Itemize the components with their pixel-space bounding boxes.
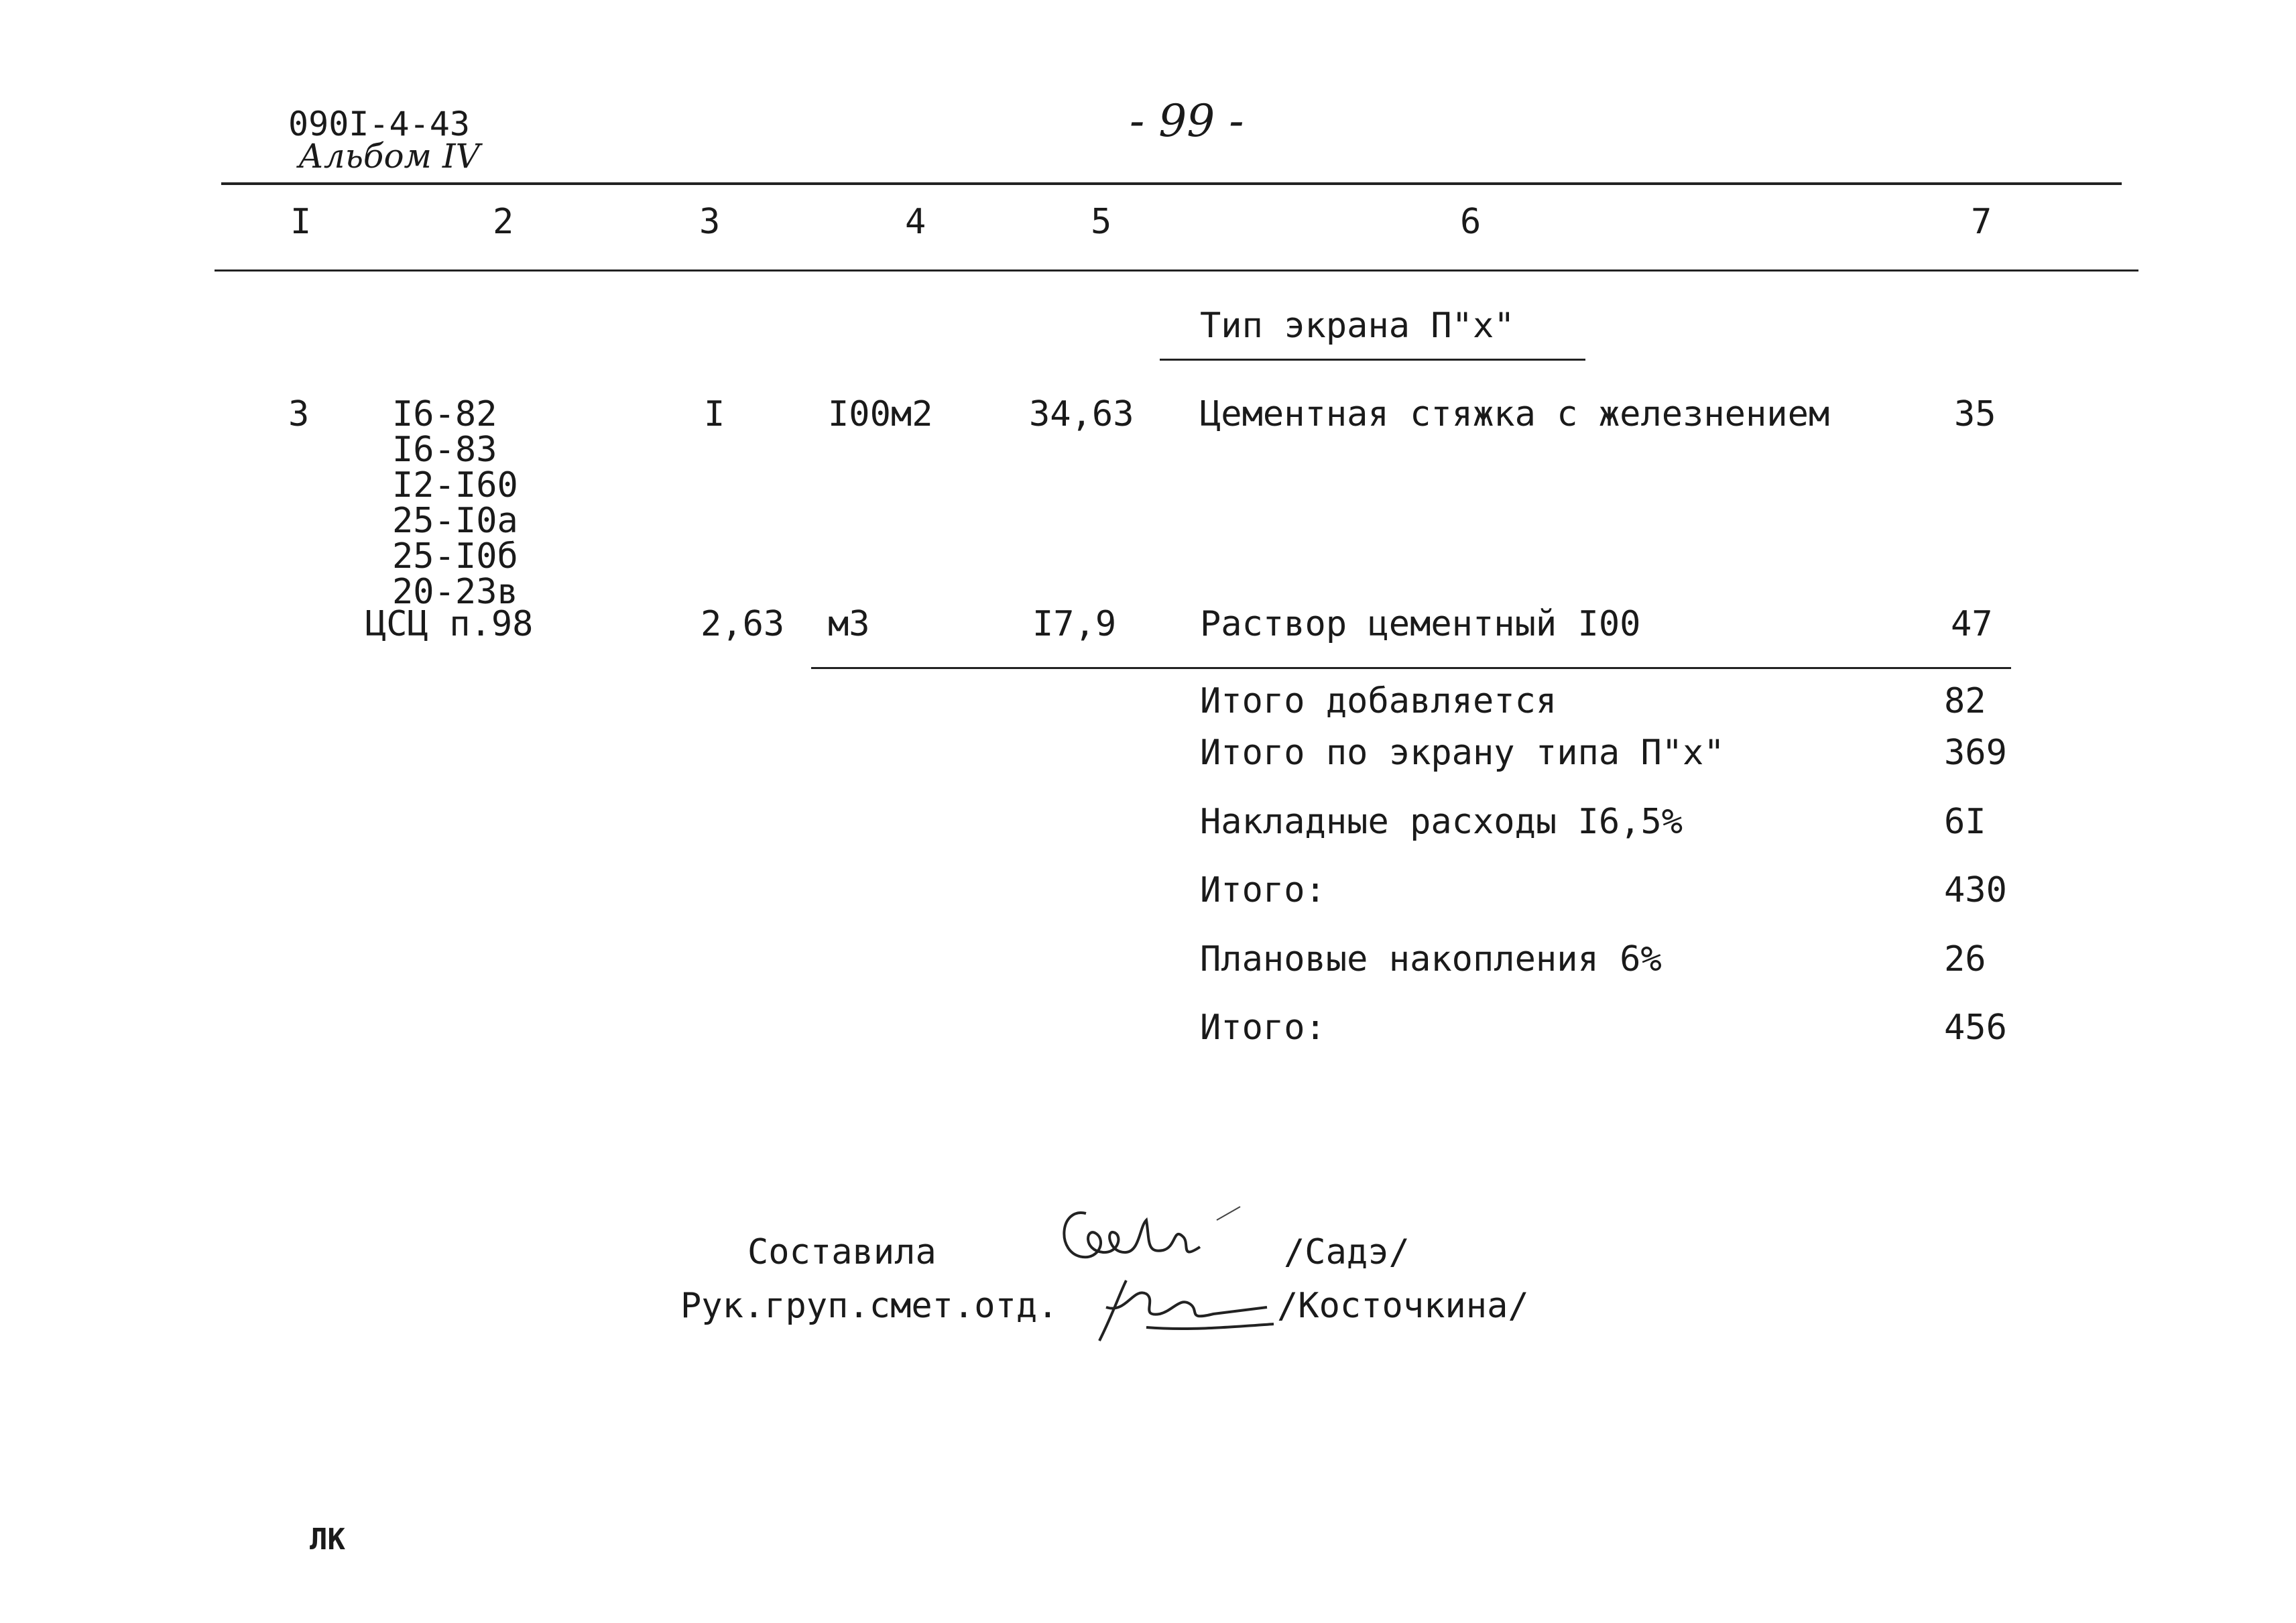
- column-header-2: 2: [493, 202, 514, 242]
- signature-group-head: [1073, 1267, 1294, 1347]
- summary-value: 430: [1944, 870, 2007, 910]
- summary-label: Итого добавляется: [1200, 681, 1557, 721]
- norm-code: I6-83: [392, 430, 497, 470]
- column-header-7: 7: [1971, 202, 1992, 242]
- summary-value: 369: [1944, 733, 2007, 773]
- unit-price: I7,9: [1032, 604, 1117, 644]
- summary-value: 6I: [1944, 802, 1986, 842]
- work-name: Цементная стяжка с железнением: [1200, 394, 1830, 434]
- section-title: Тип экрана П"х": [1200, 306, 1515, 346]
- header-rule: [215, 269, 2138, 272]
- norm-code: 25-I0б: [392, 536, 518, 577]
- column-header-4: 4: [905, 202, 926, 242]
- norm-code: I6-82: [392, 394, 497, 434]
- document-code: 090I-4-43: [288, 105, 470, 143]
- column-header-5: 5: [1091, 202, 1112, 242]
- row-total: 47: [1951, 604, 1993, 644]
- group-head-name: /Косточкина/: [1277, 1286, 1529, 1326]
- quantity: 2,63: [701, 604, 785, 644]
- row-number: 3: [288, 394, 310, 434]
- norm-code: 25-I0а: [392, 501, 518, 541]
- unit: I00м2: [828, 394, 933, 434]
- unit: м3: [828, 604, 870, 644]
- compiled-by-name: /Садэ/: [1284, 1232, 1410, 1272]
- footer-mark: ЛК: [310, 1522, 345, 1557]
- summary-label: Итого по экрану типа П"х": [1200, 733, 1725, 773]
- column-header-3: 3: [699, 202, 721, 242]
- column-header-6: 6: [1460, 202, 1482, 242]
- summary-label: Итого:: [1200, 870, 1326, 910]
- summary-value: 456: [1944, 1008, 2007, 1048]
- section-title-underline: [1160, 359, 1585, 361]
- compiled-by-label: Составила: [747, 1232, 936, 1272]
- summary-value: 26: [1944, 939, 1986, 979]
- quantity: I: [704, 394, 725, 434]
- subtotal-rule: [811, 667, 2011, 669]
- group-head-label: Рук.груп.смет.отд.: [680, 1286, 1059, 1326]
- material-name: Раствор цементный I00: [1200, 604, 1641, 644]
- summary-label: Накладные расходы I6,5%: [1200, 802, 1683, 842]
- column-header-1: I: [290, 202, 312, 242]
- page-number: - 99 -: [1130, 95, 1244, 147]
- summary-value: 82: [1944, 681, 1986, 721]
- norm-code: ЦСЦ п.98: [365, 604, 534, 644]
- row-total: 35: [1954, 394, 1996, 434]
- summary-label: Плановые накопления 6%: [1200, 939, 1662, 979]
- norm-code: 20-23в: [392, 572, 518, 612]
- album-label: Альбом IV: [298, 137, 480, 176]
- summary-label: Итого:: [1200, 1008, 1326, 1048]
- top-rule: [221, 182, 2122, 185]
- norm-code: I2-I60: [392, 465, 518, 505]
- unit-price: 34,63: [1029, 394, 1134, 434]
